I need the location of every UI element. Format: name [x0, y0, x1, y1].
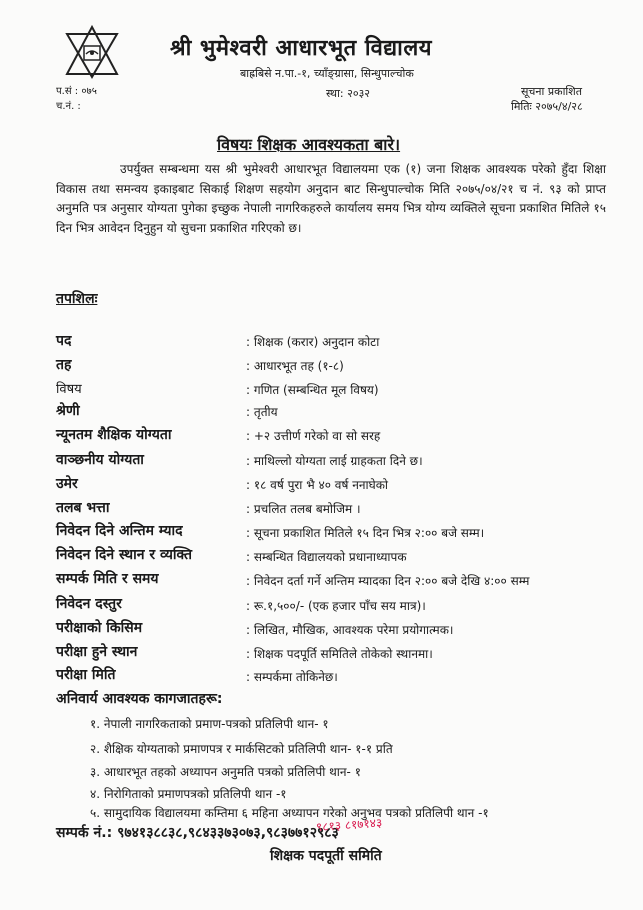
- handwritten-contact-number: ९८१३ ८१७१४३: [315, 815, 383, 835]
- detail-label: निवेदन दिने स्थान र व्यक्ति: [56, 547, 192, 563]
- school-address: बाह्रबिसे न.पा.-१, च्याँङ्ग्रासा, सिन्धुपाल्चोक: [240, 67, 414, 80]
- document-item: १. नेपाली नागरिकताको प्रमाण-पत्रको प्रतिलिपी थान- १: [90, 717, 329, 731]
- detail-label: परीक्षाको किसिम: [56, 620, 143, 636]
- document-item: ५. सामुदायिक विद्यालयमा कम्तिमा ६ महिना अध्यापन गरेको अनुभव पत्रको प्रतिलिपी थान -१: [90, 806, 489, 820]
- detail-value: : प्रचलित तलब बमोजिम ।: [246, 502, 361, 516]
- detail-value: : गणित (सम्बन्धित मूल विषय): [246, 383, 379, 397]
- subject-heading: विषयः शिक्षक आवश्यकता बारे।: [217, 135, 401, 154]
- detail-label: परीक्षा हुने स्थान: [56, 644, 138, 660]
- detail-value: : १८ वर्ष पुरा भै ४० वर्ष ननाघेको: [246, 478, 389, 492]
- notice-date: मितिः २०७५/४/२८: [511, 100, 583, 113]
- contact-numbers: सम्पर्क नं.: ९७४१३८८३८,९८४३३७३०७३,९८३७७१२९८३: [56, 825, 339, 841]
- detail-value: : आधारभूत तह (१-८): [246, 359, 344, 373]
- detail-label: विषय: [56, 382, 82, 397]
- reference-number: प.सं : ०७५: [56, 86, 97, 97]
- detail-label: वाञ्छनीय योग्यता: [56, 452, 144, 468]
- detail-label: तलब भत्ता: [56, 500, 110, 516]
- detail-value: : तृतीय: [246, 405, 278, 419]
- detail-label: तह: [56, 357, 72, 373]
- document-item: ३. आधारभूत तहको अध्यापन अनुमति पत्रको प्रतिलिपी थान- १: [90, 765, 361, 779]
- detail-value: : +२ उत्तीर्ण गरेको वा सो सरह: [246, 429, 381, 443]
- detail-value: : सूचना प्रकाशित मितिले १५ दिन भित्र २:०० बजे सम्म।: [246, 526, 485, 540]
- detail-label: निवेदन दिने अन्तिम म्याद: [56, 523, 183, 539]
- detail-value: : माथिल्लो योग्यता लाई ग्राहकता दिने छ।: [246, 454, 423, 468]
- detail-value: : शिक्षक (करार) अनुदान कोटा: [246, 335, 380, 349]
- notice-published-label: सूचना प्रकाशित: [521, 85, 583, 98]
- detail-label: उमेर: [56, 476, 78, 492]
- committee-signature: शिक्षक पदपूर्ती समिति: [270, 848, 382, 864]
- school-logo-icon: [64, 24, 120, 80]
- detail-label: श्रेणी: [56, 403, 80, 419]
- detail-value: : शिक्षक पदपूर्ति समितिले तोकेको स्थानमा।: [246, 647, 433, 661]
- established-year: स्था: २०३२: [326, 87, 371, 100]
- detail-value: : लिखित, मौखिक, आवश्यक परेमा प्रयोगात्मक।: [246, 623, 454, 637]
- document-item: ४. निरोगिताको प्रमाणपत्रको प्रतिलिपी थान -१: [90, 787, 287, 801]
- detail-label: न्यूनतम शैक्षिक योग्यता: [56, 427, 172, 443]
- details-heading: तपशिलः: [56, 291, 98, 307]
- detail-value: : रू.१,५००/- (एक हजार पाँच सय मात्र)।: [246, 599, 426, 613]
- detail-value: : सम्पर्कमा तोकिनेछ।: [246, 670, 338, 684]
- detail-label: निवेदन दस्तुर: [56, 596, 122, 612]
- detail-label: सम्पर्क मिति र समय: [56, 571, 159, 587]
- body-paragraph: उपर्युक्त सम्बन्धमा यस श्री भुमेश्वरी आधारभूत विद्यालयमा एक (१) जना शिक्षक आवश्यक परेको हुँदा शिक्षा विकास तथा समन्वय इकाइबाट सिकाई शिक्षण सहयोग अनुदान बाट सिन्धुपाल्चोक मिति २०७५/०४/२१ च नं. ९३ को प्राप्त अनुमति पत्र अनुसार योग्यता पुगेका इच्छुक नेपाली नागरिकहरुले कार्यालय समय भित्र योग्य व्यक्तिले सूचना प्रकाशित मितिले १५ दिन भित्र आवेदन दिनुहुन यो सुचना प्रकाशित गरिएको छ।: [56, 162, 606, 235]
- required-documents-heading: अनिवार्य आवश्यक कागजातहरू:: [56, 691, 223, 707]
- school-name: श्री भुमेश्वरी आधारभूत विद्यालय: [170, 36, 433, 61]
- document-item: २. शैक्षिक योग्यताको प्रमाणपत्र र मार्कसिटको प्रतिलिपी थान- १-१ प्रति: [90, 742, 393, 756]
- detail-label: परीक्षा मिति: [56, 667, 116, 683]
- detail-label: पद: [56, 333, 72, 349]
- detail-value: : सम्बन्धित विद्यालयको प्रधानाध्यापक: [246, 550, 407, 564]
- dispatch-number: च.नं. :: [56, 101, 81, 112]
- detail-value: : निवेदन दर्ता गर्ने अन्तिम म्यादका दिन २:०० बजे देखि ४:०० सम्म: [246, 574, 530, 588]
